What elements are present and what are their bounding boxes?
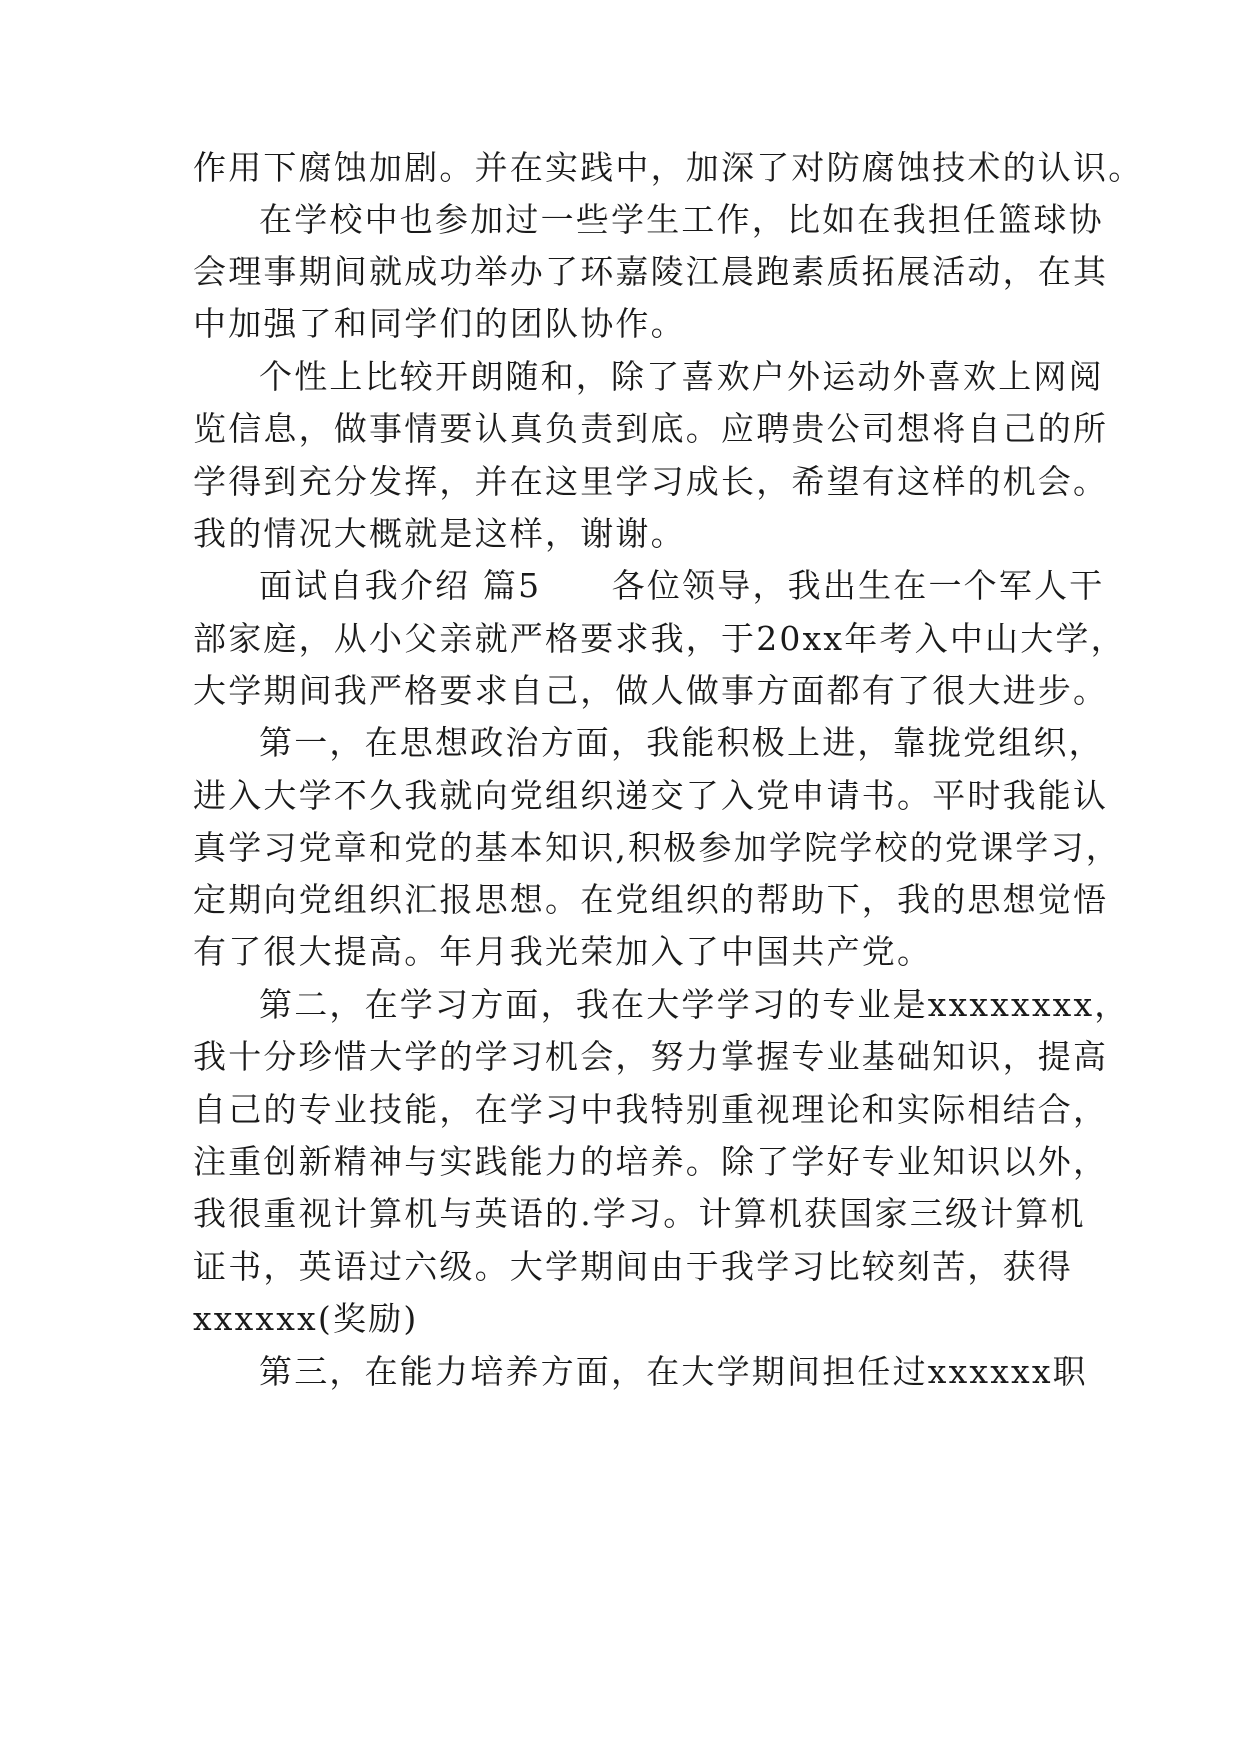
text-line: 我的情况大概就是这样，谢谢。 bbox=[193, 514, 686, 553]
text-line: 真学习党章和党的基本知识,积极参加学院学校的党课学习， bbox=[193, 828, 1121, 867]
text-line: 定期向党组织汇报思想。在党组织的帮助下，我的思想觉悟 bbox=[193, 880, 1109, 919]
text-line: 大学期间我严格要求自己，做人做事方面都有了很大进步。 bbox=[193, 671, 1109, 710]
text-line: 注重创新精神与实践能力的培养。除了学好专业知识以外， bbox=[193, 1142, 1109, 1181]
text-line: 览信息，做事情要认真负责到底。应聘贵公司想将自己的所 bbox=[193, 409, 1109, 448]
text-line: 第三，在能力培养方面，在大学期间担任过xxxxxx职 bbox=[259, 1352, 1088, 1391]
text-line: 第二，在学习方面，我在大学学习的专业是xxxxxxxx， bbox=[259, 985, 1130, 1024]
text-line: 进入大学不久我就向党组织递交了入党申请书。平时我能认 bbox=[193, 776, 1109, 815]
text-line: 部家庭，从小父亲就严格要求我，于20xx年考入中山大学， bbox=[193, 619, 1126, 658]
text-line: 第一，在思想政治方面，我能积极上进，靠拢党组织， bbox=[259, 723, 1104, 762]
text-line: 在学校中也参加过一些学生工作，比如在我担任篮球协 bbox=[259, 200, 1104, 239]
text-line: 我十分珍惜大学的学习机会，努力掌握专业基础知识，提高 bbox=[193, 1037, 1109, 1076]
text-line: 会理事期间就成功举办了环嘉陵江晨跑素质拓展活动，在其 bbox=[193, 252, 1109, 291]
text-line: 证书，英语过六级。大学期间由于我学习比较刻苦，获得 bbox=[193, 1247, 1073, 1286]
text-line: 学得到充分发挥，并在这里学习成长，希望有这样的机会。 bbox=[193, 462, 1109, 501]
text-line: 面试自我介绍 篇5 各位领导，我出生在一个军人干 bbox=[259, 566, 1105, 605]
text-line: 有了很大提高。年月我光荣加入了中国共产党。 bbox=[193, 932, 933, 971]
text-line: 中加强了和同学们的团队协作。 bbox=[193, 304, 686, 343]
text-line: xxxxxx(奖励) bbox=[193, 1299, 419, 1338]
text-line: 作用下腐蚀加剧。并在实践中，加深了对防腐蚀技术的认识。 bbox=[193, 148, 1144, 187]
text-line: 个性上比较开朗随和，除了喜欢户外运动外喜欢上网阅 bbox=[259, 357, 1104, 396]
text-line: 我很重视计算机与英语的.学习。计算机获国家三级计算机 bbox=[193, 1194, 1086, 1233]
text-line: 自己的专业技能，在学习中我特别重视理论和实际相结合， bbox=[193, 1090, 1109, 1129]
